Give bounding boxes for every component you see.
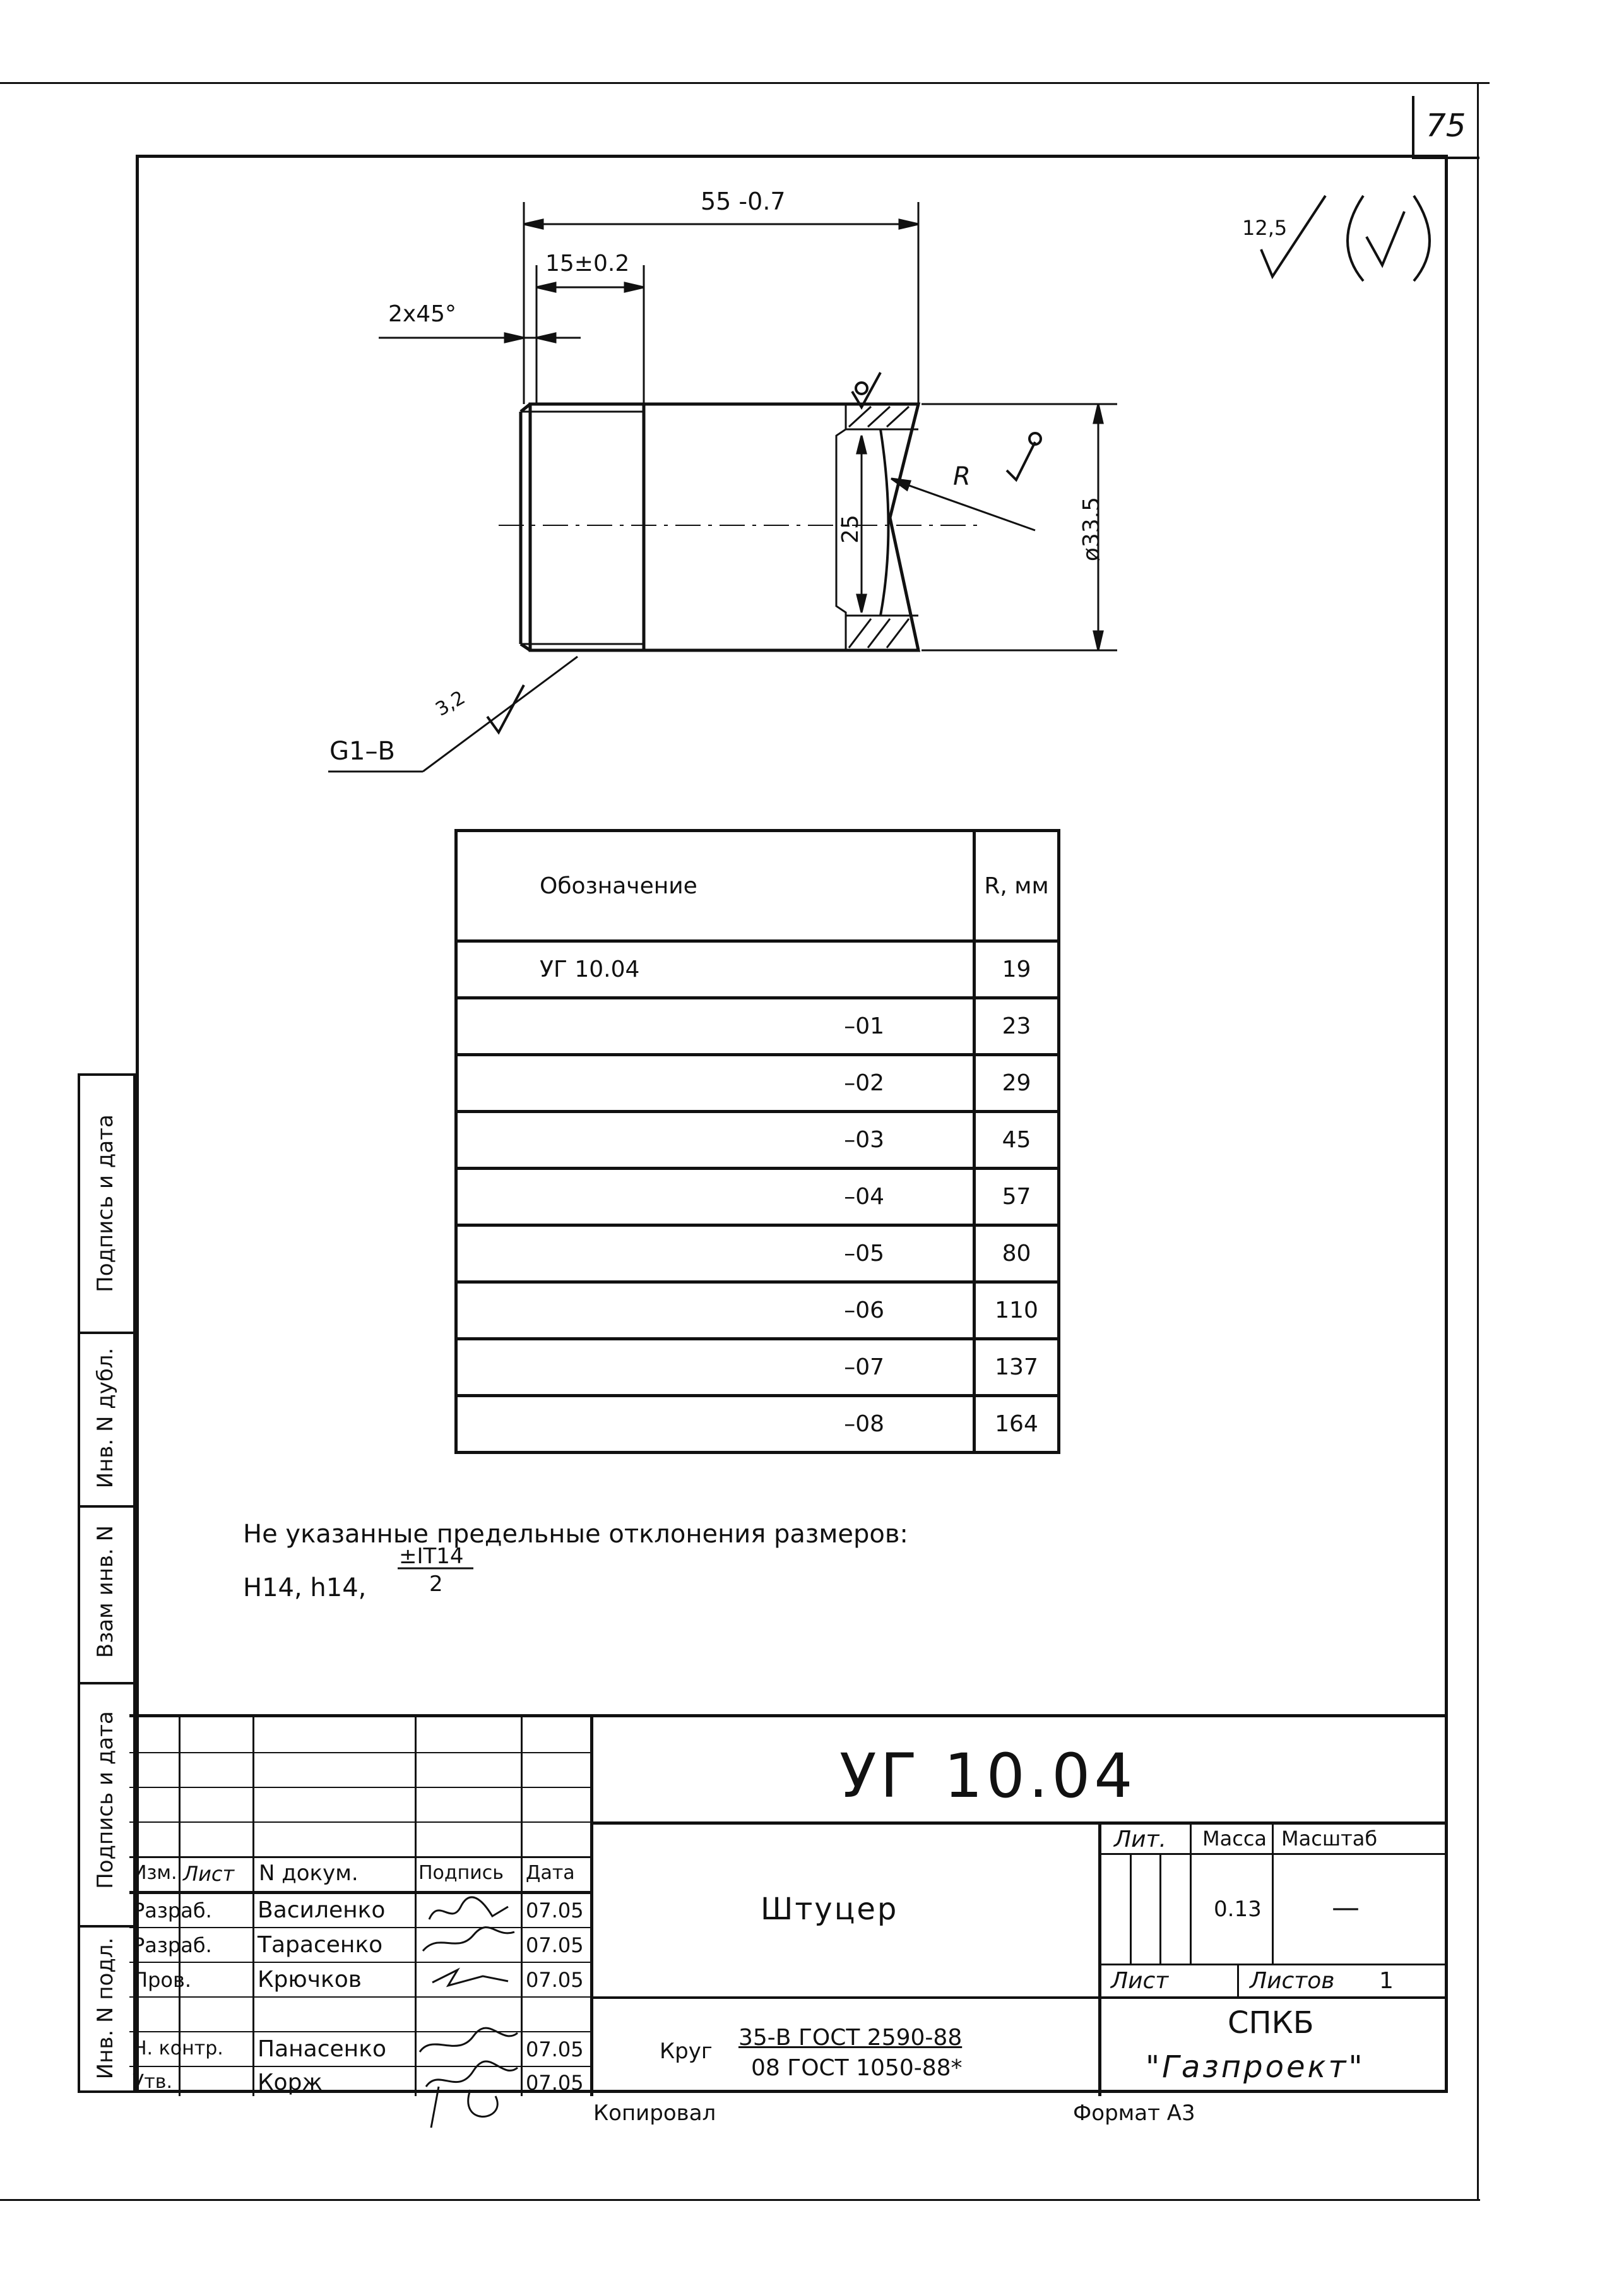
length-dimension: 55 -0.7 bbox=[701, 188, 786, 215]
table-row-r: 110 bbox=[975, 1282, 1059, 1339]
table-row-designation: –08 bbox=[456, 1396, 975, 1453]
variant-table bbox=[454, 829, 1060, 1454]
date-utv: 07.05 bbox=[526, 2071, 584, 2095]
table-row-designation: УГ 10.04 bbox=[456, 941, 975, 998]
mass-label: Масса bbox=[1202, 1827, 1267, 1851]
thread-length-dimension: 15±0.2 bbox=[545, 251, 630, 277]
org-line2: "Газпроект" bbox=[1146, 2049, 1365, 2085]
lit-label: Лит. bbox=[1114, 1827, 1166, 1852]
name-razrab-2: Тарасенко bbox=[258, 1932, 383, 1958]
table-row-r: 45 bbox=[975, 1112, 1059, 1169]
stamp-inv-dubl: Инв. N дубл. bbox=[93, 1347, 118, 1489]
name-prov: Крючков bbox=[258, 1967, 362, 1993]
table-row-designation: –04 bbox=[456, 1169, 975, 1225]
scale-label: Масштаб bbox=[1281, 1827, 1378, 1851]
stamp-inv-podl: Инв. N подл. bbox=[93, 1937, 118, 2080]
name-razrab-1: Василенко bbox=[258, 1897, 386, 1923]
chamfer-dimension: 2x45° bbox=[388, 301, 457, 327]
tolerance-fraction-num: ±IT14 bbox=[399, 1544, 464, 1569]
header-designation: Обозначение bbox=[456, 831, 975, 941]
table-row-designation: –05 bbox=[456, 1225, 975, 1282]
roughness-thread: 3,2 bbox=[432, 686, 470, 721]
side-stamp bbox=[78, 1073, 136, 2093]
stamp-sign-date-bottom: Подпись и дата bbox=[93, 1711, 118, 1889]
table-row-designation: –07 bbox=[456, 1339, 975, 1396]
material-prefix: Круг bbox=[660, 2039, 713, 2064]
table-row-r: 29 bbox=[975, 1055, 1059, 1112]
col-date: Дата bbox=[526, 1862, 575, 1884]
copied-label: Копировал bbox=[593, 2101, 716, 2126]
org-line1: СПКБ bbox=[1228, 2005, 1314, 2041]
table-row-r: 19 bbox=[975, 941, 1059, 998]
table-row-designation: –03 bbox=[456, 1112, 975, 1169]
sheets-label: Листов bbox=[1250, 1968, 1335, 1994]
tolerance-fraction-den: 2 bbox=[429, 1571, 443, 1597]
role-razrab-2: Разраб. bbox=[133, 1933, 212, 1957]
col-sign: Подпись bbox=[418, 1862, 504, 1884]
format-label: Формат А3 bbox=[1073, 2101, 1195, 2126]
stamp-vzam-inv: Взам инв. N bbox=[93, 1525, 118, 1659]
col-izm: Изм. bbox=[133, 1862, 177, 1884]
role-nkontr: Н. контр. bbox=[133, 2037, 223, 2060]
date-nkontr: 07.05 bbox=[526, 2037, 584, 2061]
name-nkontr: Панасенко bbox=[258, 2036, 386, 2062]
roughness-general: 12,5 bbox=[1242, 216, 1288, 240]
col-doc: N докум. bbox=[259, 1861, 359, 1886]
table-row-r: 57 bbox=[975, 1169, 1059, 1225]
table-row-designation: –01 bbox=[456, 998, 975, 1055]
drawing-code: УГ 10.04 bbox=[839, 1741, 1137, 1811]
table-row-r: 80 bbox=[975, 1225, 1059, 1282]
diameter-dimension: ø33.5 bbox=[1079, 496, 1105, 562]
table-row-r: 137 bbox=[975, 1339, 1059, 1396]
stamp-sign-date-top: Подпись и дата bbox=[93, 1114, 118, 1292]
sheet-label: Лист bbox=[1111, 1968, 1169, 1994]
material-top: 35-В ГОСТ 2590-88 bbox=[738, 2025, 963, 2051]
title-block bbox=[129, 1714, 1445, 2096]
date-razrab-1: 07.05 bbox=[526, 1899, 584, 1922]
table-row-designation: –06 bbox=[456, 1282, 975, 1339]
thread-label: G1–B bbox=[329, 737, 395, 766]
role-utv: Утв. bbox=[133, 2071, 172, 2093]
material-bottom: 08 ГОСТ 1050-88* bbox=[751, 2055, 963, 2081]
radius-label: R bbox=[953, 462, 971, 491]
date-razrab-2: 07.05 bbox=[526, 1933, 584, 1957]
tolerance-note: Не указанные предельные отклонения размеров: bbox=[243, 1520, 908, 1549]
role-prov: Пров. bbox=[133, 1968, 191, 1992]
header-radius: R, мм bbox=[975, 831, 1059, 941]
role-razrab-1: Разраб. bbox=[133, 1899, 212, 1922]
name-utv: Корж bbox=[258, 2070, 323, 2095]
inner-dimension: 25 bbox=[838, 515, 863, 544]
page-number: 75 bbox=[1426, 107, 1466, 144]
part-name: Штуцер bbox=[761, 1892, 899, 1927]
table-row-r: 23 bbox=[975, 998, 1059, 1055]
table-row-designation: –02 bbox=[456, 1055, 975, 1112]
sheets-value: 1 bbox=[1379, 1968, 1394, 1994]
mass-value: 0.13 bbox=[1214, 1897, 1262, 1922]
col-list: Лист bbox=[183, 1862, 235, 1886]
tolerance-classes: H14, h14, bbox=[243, 1573, 367, 1602]
date-prov: 07.05 bbox=[526, 1968, 584, 1992]
table-row-r: 164 bbox=[975, 1396, 1059, 1453]
scale-value: — bbox=[1332, 1892, 1360, 1924]
